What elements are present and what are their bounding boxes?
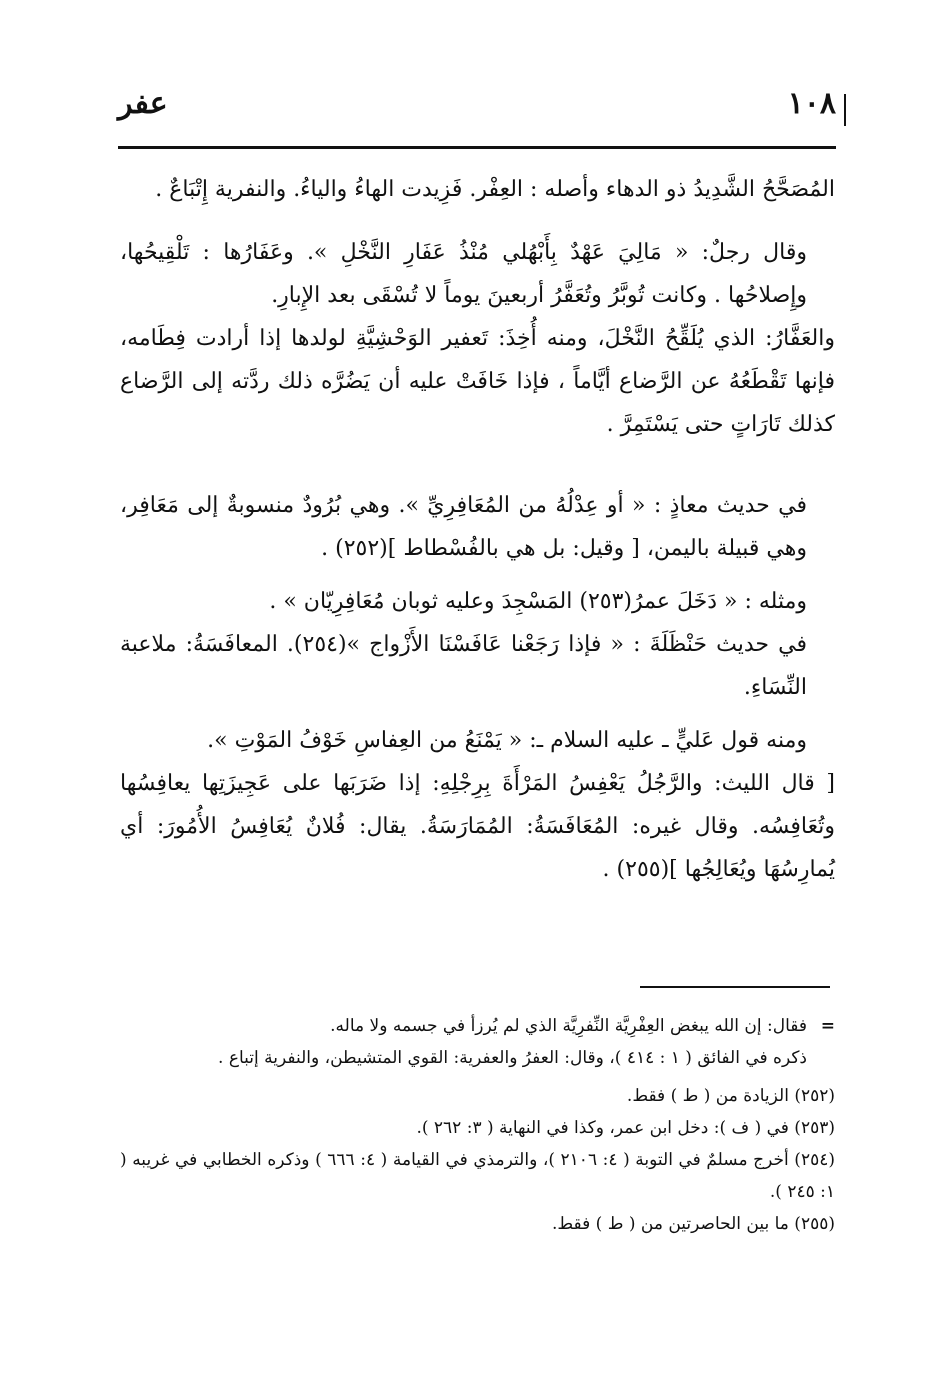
main-text xyxy=(120,168,835,891)
running-head: عفر xyxy=(118,86,168,121)
continuation-line-2: ذكره في الفائق ( ١ : ٤١٤ )، وقال: العفرُ والعفرية: القوي المتشيطن، والنفرية إتباع . xyxy=(218,1048,807,1068)
footnote-continuation xyxy=(120,1010,835,1042)
paragraph-6: في حديث حَنْظَلَةَ : « فإذا رَجَعْنا عَافَسْنَا الأَزْواج »(٢٥٤). المعافَسَةُ: ملاعبة النِّسَاءِ. xyxy=(120,632,807,700)
continuation-mark: = xyxy=(820,1016,835,1036)
page-number: ١٠٨ xyxy=(787,86,836,121)
paragraph-2: وقال رجلٌ: « مَالِيَ عَهْدٌ بِأَبْهُلي مُنْذُ عَفَارِ النَّخْلِ ». وعَفَارُها : تَلْقِيحُها، وإِصلاحُها . وكانت تُوبَّرُ وتُعَفَّرُ أربعينَ يوماً لا تُسْقَى بعد الإِبارِ. xyxy=(120,240,807,308)
footnote-list xyxy=(120,1080,835,1240)
continuation-line-1: فقال: إن الله يبغض العِفْرِيَّة النِّفرِيَّة الذي لم يُرزأ في جسمه ولا ماله. xyxy=(330,1016,807,1036)
page-header xyxy=(118,86,836,136)
paragraph-5: ومثله : « دَخَلَ عمرُ(٢٥٣) المَسْجِدَ وعليه ثوبان مُعَافِرِيّان » . xyxy=(269,589,807,614)
paragraph-7: ومنه قول عَليٍّ ـ عليه السلام ـ: « يَمْنَعُ من العِفاسِ خَوْفُ المَوْتِ ». xyxy=(207,728,807,753)
paragraph-4: في حديث معاذٍ : « أو عِدْلُهُ من المُعَافِرِيِّ ». وهي بُرُودٌ منسوبةٌ إلى مَعَافِر، وهي قبيلة باليمن، [ وقيل: بل هي بالفُسْطاط ](٢٥٢) . xyxy=(120,493,807,561)
paragraph-8: [ قال الليث: والرَّجُلُ يَعْفِسُ المَرْأَةَ بِرِجْلِهِ: إذا ضَرَبَها على عَجِيزَتِها يعافِسُها وتُعَافِسُه. وقال غيره: المُعَافَسَةُ: المُمَارَسَةُ. يقال: فُلانٌ يُعَافِسُ الأُمُورَ: أي يُمارِسُهَا ويُعَالِجُها ](٢٥٥) . xyxy=(120,771,835,882)
header-rule xyxy=(118,146,836,149)
paragraph-1: المُصَحَّحُ الشَّدِيدُ ذو الدهاء وأصله : العِفْر. فَزِيدت الهاءُ والياءُ. والنفرية إِتْبَاعٌ . xyxy=(155,177,835,202)
footnote-252: (٢٥٢) الزيادة من ( ط ) فقط. xyxy=(626,1086,835,1106)
footnote-253: (٢٥٣) في ( ف ): دخل ابن عمر، وكذا في النهاية ( ٣: ٢٦٢ ). xyxy=(416,1118,835,1138)
footnote-255: (٢٥٥) ما بين الحاصرتين من ( ط ) فقط. xyxy=(552,1214,835,1234)
footnote-rule xyxy=(640,986,830,988)
footnote-254: (٢٥٤) أخرج مسلمٌ في التوبة ( ٤: ٢١٠٦ )، والترمذي في القيامة ( ٤: ٦٦٦ ) وذكره الخطابي في غريبه ( ١: ٢٤٥ ). xyxy=(120,1150,835,1202)
footnotes xyxy=(120,1010,835,1240)
paragraph-3: والعَفَّارُ: الذي يُلَقِّحُ النَّخْلَ، ومنه أُخِذَ: تَعفير الوَحْشِيَّةِ لولدها إذا أرادت فِطَامه، فإنها تَقْطَعُهُ عن الرَّضاع أيَّاماً ، فإذا خَافَتْ عليه أن يَضُرَّه ذلك ردَّته إلى الرَّضاع كذلك تَارَاتٍ حتى يَسْتَمِرَّ . xyxy=(120,326,835,437)
